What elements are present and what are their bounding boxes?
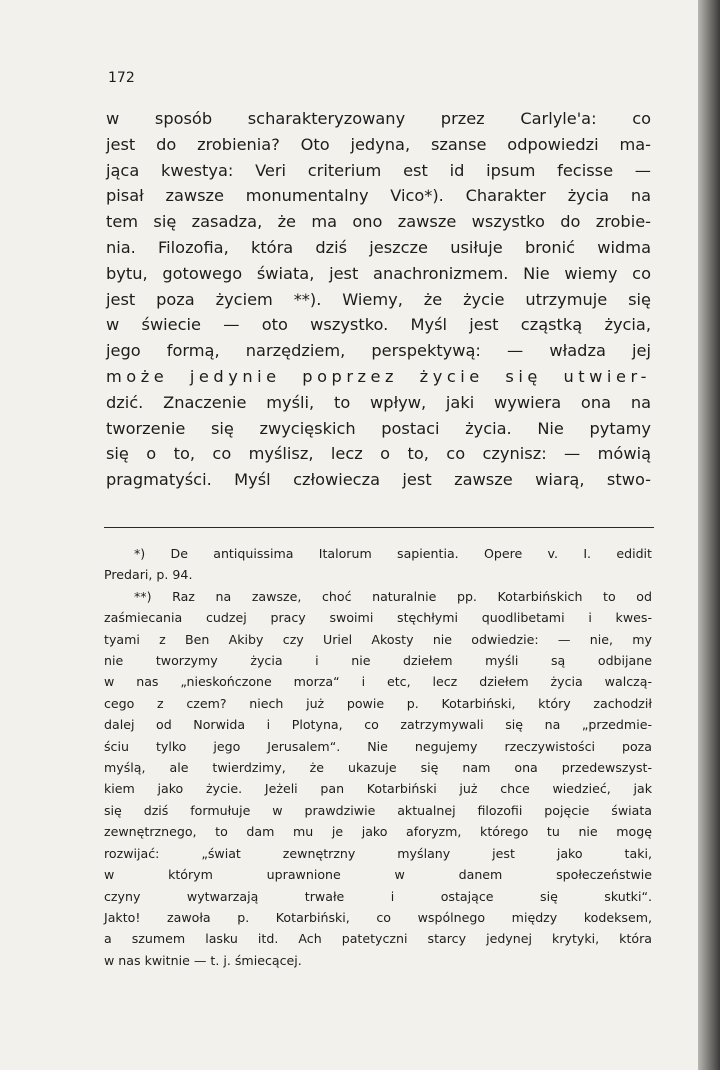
footnote-line: myślą, ale twierdzimy, że ukazuje się nam ona przedewszyst- [104,760,652,776]
footnote-line: w nas „nieskończone morza“ i etc, lecz dziełem życia walczą- [104,674,652,690]
footnote-line: ściu tylko jego Jerusalem“. Nie negujemy rzeczywistości poza [104,738,652,754]
footnote-line: kiem jako życie. Jeżeli pan Kotarbiński już chce wiedzieć, jak [104,781,652,797]
body-line: jego formą, narzędziem, perspektywą: — władza jej [106,341,651,361]
footnote-line: się dziś formułuje w prawdziwie aktualnej filozofii pojęcie świata [104,802,652,818]
body-line: jest do zrobienia? Oto jedyna, szanse odpowiedzi ma- [106,134,651,154]
footnote-line: nie tworzymy życia i nie dziełem myśli są odbijane [104,653,652,669]
footnote-line: *) De antiquissima Italorum sapientia. Opere v. I. edidit [134,546,652,561]
footnote-line: w nas kwitnie — t. j. śmiecącej. [104,952,302,968]
footnote-line: zaśmiecania cudzej pracy swoimi stęchłymi quodlibetami i kwes- [104,610,652,626]
footnote-line: w którym uprawnione w danem społeczeństwie [104,867,652,883]
footnotes [104,543,652,971]
footnote-line: czyny wytwarzają trwałe i ostające się skutki“. [104,888,652,904]
body-line-spaced: może jedynie poprzez życie się utwier- [106,366,651,386]
footnote-line: dalej od Norwida i Plotyna, co zatrzymywali się na „przedmie- [104,717,652,733]
body-line: jąca kwestya: Veri criterium est id ipsum fecisse — [106,160,651,180]
footnote-line: rozwijać: „świat zewnętrzny myślany jest jako taki, [104,845,652,861]
body-line: nia. Filozofia, która dziś jeszcze usiłuje bronić widma [106,237,651,257]
footnote-line: tyami z Ben Akiby czy Uriel Akosty nie odwiedzie: — nie, my [104,631,652,647]
footnote-divider [104,527,654,528]
footnote-line: zewnętrznego, to dam mu je jako aforyzm, którego tu nie mogę [104,824,652,840]
footnote-line: Predari, p. 94. [104,567,193,583]
body-line: w sposób scharakteryzowany przez Carlyle'a: co [106,109,651,128]
body-line: tworzenie się zwycięskich postaci życia. Nie pytamy [106,418,651,438]
footnote-line: Jakto! zawoła p. Kotarbiński, co wspólnego między kodeksem, [104,909,652,925]
body-line: pisał zawsze monumentalny Vico*). Charakter życia na [106,186,651,206]
body-line: dzić. Znaczenie myśli, to wpływ, jaki wywiera ona na [106,392,651,412]
body-line: tem się zasadza, że ma ono zawsze wszystko do zrobie- [106,212,651,232]
body-line: pragmatyści. Myśl człowiecza jest zawsze wiarą, stwo- [106,470,651,490]
footnote-line: a szumem lasku itd. Ach patetyczni starcy jedynej krytyki, która [104,931,652,947]
body-line: się o to, co myślisz, lecz o to, co czynisz: — mówią [106,444,651,464]
footnote-line: **) Raz na zawsze, choć naturalnie pp. Kotarbińskich to od [134,588,652,604]
book-spine-edge [698,0,720,1070]
body-line: w świecie — oto wszystko. Myśl jest cząstką życia, [106,315,651,335]
body-line: bytu, gotowego świata, jest anachronizmem. Nie wiemy co [106,263,651,283]
footnote-line: cego z czem? niech już powie p. Kotarbiński, który zachodził [104,695,652,711]
body-line: jest poza życiem **). Wiemy, że życie utrzymuje się [106,289,651,309]
page-number: 172 [108,70,135,86]
main-body-text [106,106,651,493]
